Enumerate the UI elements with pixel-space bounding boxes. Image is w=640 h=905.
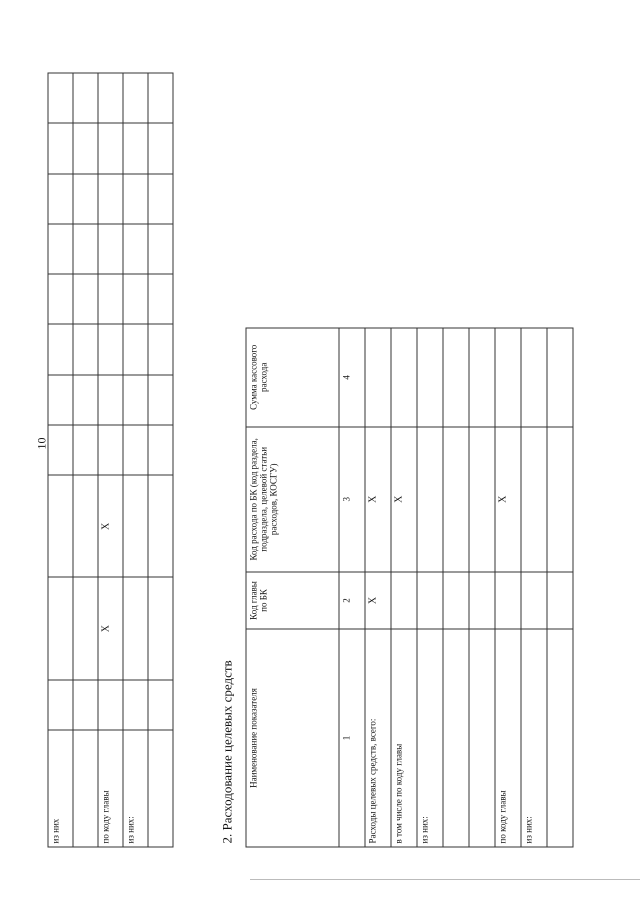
col-number: 2 [339, 572, 365, 629]
table-cell [417, 572, 443, 629]
table-cell [148, 274, 173, 324]
row-label [148, 730, 173, 847]
table-cell [495, 328, 521, 427]
table-cell [98, 73, 123, 123]
indicator-name [443, 629, 469, 847]
table-cell [495, 572, 521, 629]
table-cell [48, 475, 73, 577]
table-cell [48, 425, 73, 475]
table-cell [123, 174, 148, 224]
table-cell [148, 224, 173, 274]
table-row [469, 328, 495, 847]
table-row [123, 73, 148, 847]
table-cell [98, 174, 123, 224]
table-cell: X [391, 427, 417, 572]
col-number: 4 [339, 328, 365, 427]
indicator-name: из них: [417, 629, 443, 847]
table-cell [148, 425, 173, 475]
rotated-content [48, 13, 588, 848]
table-row [495, 328, 521, 847]
table-cell [123, 680, 148, 730]
table-cell [417, 328, 443, 427]
table-cell [98, 274, 123, 324]
table-cell [73, 425, 98, 475]
table-cell: X [365, 572, 391, 629]
section-title: 2. Расходование целевых средств [219, 660, 235, 844]
target-funds-table [246, 328, 574, 848]
table-cell [123, 375, 148, 425]
header-cash-amount: Сумма кассового расхода [246, 328, 339, 427]
header-chapter-code: Код главы по БК [246, 572, 339, 629]
table-cell [98, 224, 123, 274]
table-cell [73, 375, 98, 425]
table-row [48, 73, 73, 847]
table-cell [547, 328, 573, 427]
table-cell [148, 375, 173, 425]
table-cell [73, 224, 98, 274]
table-cell: X [98, 578, 123, 680]
table-cell [443, 427, 469, 572]
row-label: по коду главы [98, 730, 123, 847]
table-cell [148, 73, 173, 123]
table-cell [148, 475, 173, 577]
table-cell [547, 572, 573, 629]
table-cell [48, 174, 73, 224]
indicator-name: Расходы целевых средств, всего: [365, 629, 391, 847]
header-expense-code: Код расхода по БК (код раздела, подраздела, целевой статьи расходов, КОСГУ) [246, 427, 339, 572]
table-cell [469, 328, 495, 427]
table-cell [123, 274, 148, 324]
page-number: 10 [34, 437, 49, 450]
table-cell [547, 427, 573, 572]
table-cell [391, 328, 417, 427]
table-cell [73, 73, 98, 123]
table-cell [123, 425, 148, 475]
table-cell [148, 324, 173, 374]
table-cell [48, 375, 73, 425]
table-row [365, 328, 391, 847]
table-row [417, 328, 443, 847]
table-cell [365, 328, 391, 427]
col-number: 1 [339, 629, 365, 847]
table-cell [469, 427, 495, 572]
table-cell [48, 73, 73, 123]
indicator-name [547, 629, 573, 847]
table-cell [73, 324, 98, 374]
table-cell [48, 578, 73, 680]
table-cell [123, 324, 148, 374]
scan-edge-line [250, 879, 640, 880]
table-row [98, 73, 123, 847]
table-continuation [48, 73, 174, 848]
row-label [73, 730, 98, 847]
row-label: из них: [123, 730, 148, 847]
table-cell [98, 375, 123, 425]
table-row [73, 73, 98, 847]
table-cell [98, 123, 123, 173]
table-cell [73, 578, 98, 680]
table-cell [48, 680, 73, 730]
table-cell [123, 123, 148, 173]
table-row [521, 328, 547, 847]
header-indicator: Наименование показателя [246, 629, 339, 847]
table-cell [521, 328, 547, 427]
table-cell [48, 324, 73, 374]
table-cell [73, 680, 98, 730]
table-cell [521, 427, 547, 572]
table-cell [48, 274, 73, 324]
table-cell [123, 578, 148, 680]
table-cell [391, 572, 417, 629]
table-cell [48, 123, 73, 173]
table-cell [123, 73, 148, 123]
table-cell [443, 328, 469, 427]
table-cell [73, 274, 98, 324]
table-cell: X [98, 475, 123, 577]
indicator-name: по коду главы [495, 629, 521, 847]
indicator-name [469, 629, 495, 847]
table-cell [148, 578, 173, 680]
table-cell: X [365, 427, 391, 572]
table-cell [73, 123, 98, 173]
table-cell [521, 572, 547, 629]
table-cell: X [495, 427, 521, 572]
table-row [148, 73, 173, 847]
table-cell [148, 174, 173, 224]
table-cell [98, 324, 123, 374]
table-cell [48, 224, 73, 274]
table-row [443, 328, 469, 847]
table-row [391, 328, 417, 847]
indicator-name: в том числе по коду главы [391, 629, 417, 847]
table-cell [148, 680, 173, 730]
table-cell [148, 123, 173, 173]
table-cell [98, 425, 123, 475]
table-cell [98, 680, 123, 730]
table-cell [443, 572, 469, 629]
indicator-name: из них: [521, 629, 547, 847]
col-number: 3 [339, 427, 365, 572]
table-cell [73, 475, 98, 577]
table-row [547, 328, 573, 847]
table-cell [123, 475, 148, 577]
row-label: из них [48, 730, 73, 847]
table-cell [123, 224, 148, 274]
table-cell [417, 427, 443, 572]
table-cell [469, 572, 495, 629]
table-cell [73, 174, 98, 224]
